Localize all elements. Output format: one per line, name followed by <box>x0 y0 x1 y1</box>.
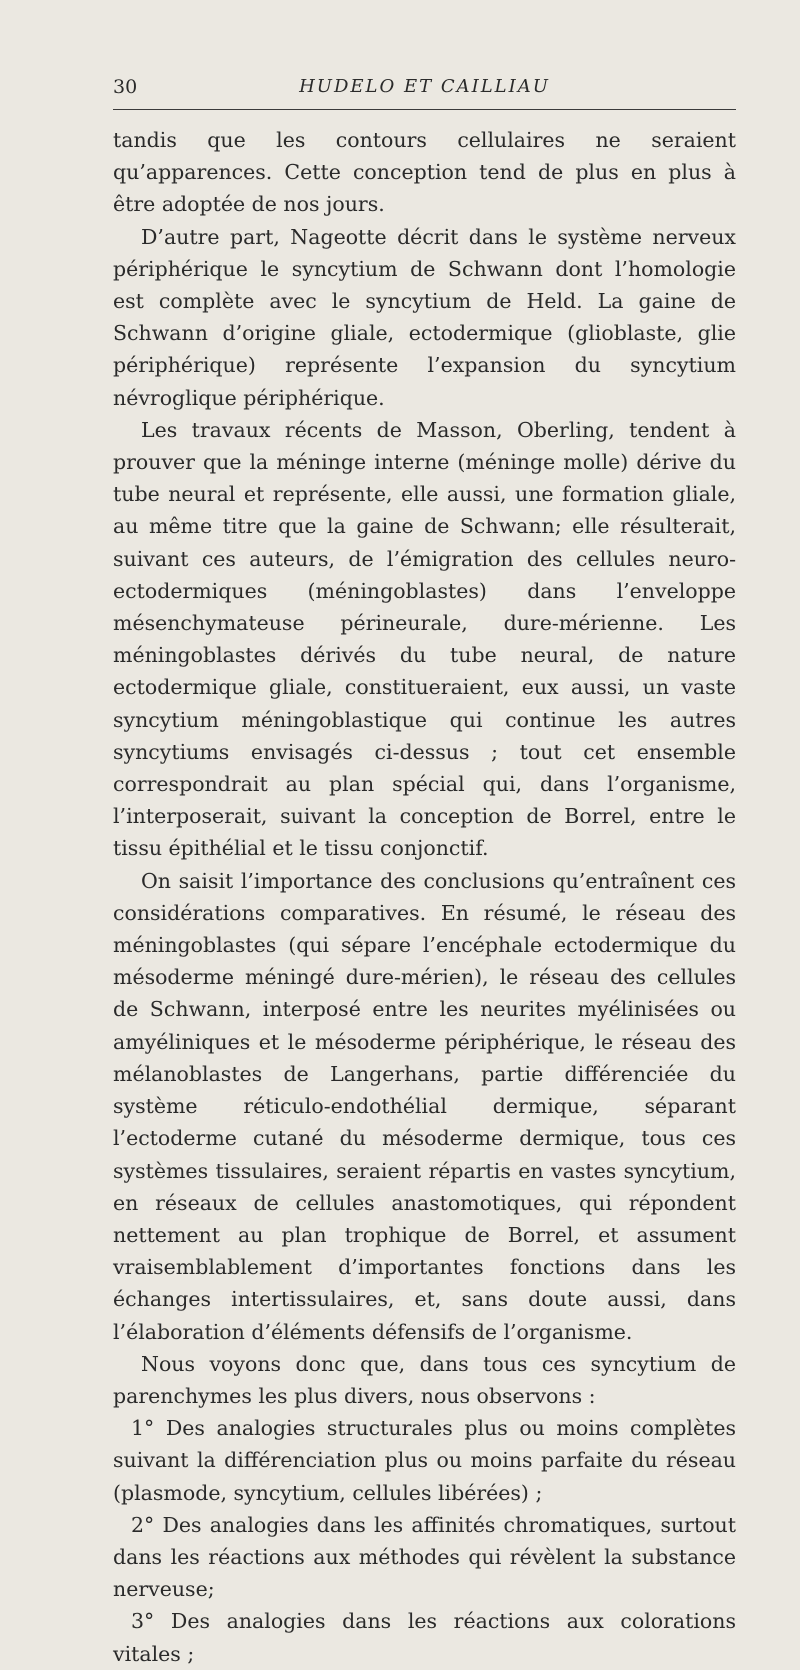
paragraph: On saisit l’importance des conclusions qu’entraînent ces considérations comparatives. En résumé, le réseau des méningoblastes (qui sépare l’encéphale ectodermique du mésoderme méningé dure-mérien), le réseau des cellules de Schwann, interposé entre les neurites myélinisées ou amyéliniques et le mésoderme périphérique, le réseau des mélanoblastes de Langerhans, partie différenciée du système réticulo-endothélial dermique, séparant l’ectoderme cutané du mésoderme dermique, tous ces systèmes tissulaires, seraient répartis en vastes syncytium, en réseaux de cellules anastomotiques, qui répondent nettement au plan trophique de Borrel, et assument vraisemblablement d’importantes fonctions dans les échanges intertissulaires, et, sans doute aussi, dans l’élaboration d’éléments défensifs de l’organisme. <box>113 868 736 1344</box>
list-item: 2° Des analogies dans les affinités chromatiques, surtout dans les réactions aux méthodes qui révèlent la substance nerveuse; <box>113 1512 736 1602</box>
paragraph: Nous voyons donc que, dans tous ces syncytium de parenchymes les plus divers, nous observons : <box>113 1351 736 1408</box>
paragraph: Les travaux récents de Masson, Oberling, tendent à prouver que la méninge interne (méninge molle) dérive du tube neural et représente, elle aussi, une formation gliale, au même titre que la gaine de Schwann; elle résulterait, suivant ces auteurs, de l’émigration des cellules neuro-ectodermiques (méningoblastes) dans l’enveloppe mésenchymateuse périneurale, dure-mérienne. Les méningoblastes dérivés du tube neural, de nature ectodermique gliale, constitueraient, eux aussi, un vaste syncytium méningoblastique qui continue les autres syncytiums envisagés ci-dessus ; tout cet ensemble correspondrait au plan spécial qui, dans l’organisme, l’interposerait, suivant la conception de Borrel, entre le tissu épithélial et le tissu conjonctif. <box>113 417 736 861</box>
body-text <box>113 124 736 1670</box>
page-number: 30 <box>113 76 138 98</box>
page-header <box>113 76 736 106</box>
paragraph: D’autre part, Nageotte décrit dans le système nerveux périphérique le syncytium de Schwann dont l’homologie est complète avec le syncytium de Held. La gaine de Schwann d’origine gliale, ectodermique (glioblaste, glie périphérique) représente l’expansion du syncytium névroglique périphérique. <box>113 224 736 410</box>
header-rule <box>113 109 736 110</box>
list-item: 3° Des analogies dans les réactions aux colorations vitales ; <box>113 1609 736 1666</box>
list-item: 1° Des analogies structurales plus ou moins complètes suivant la différenciation plus ou moins parfaite du réseau (plasmode, syncytium, cellules libérées) ; <box>113 1416 736 1505</box>
running-head: HUDELO ET CAILLIAU <box>299 76 550 97</box>
paragraph: tandis que les contours cellulaires ne seraient qu’apparences. Cette conception tend de plus en plus à être adoptée de nos jours. <box>113 128 736 217</box>
